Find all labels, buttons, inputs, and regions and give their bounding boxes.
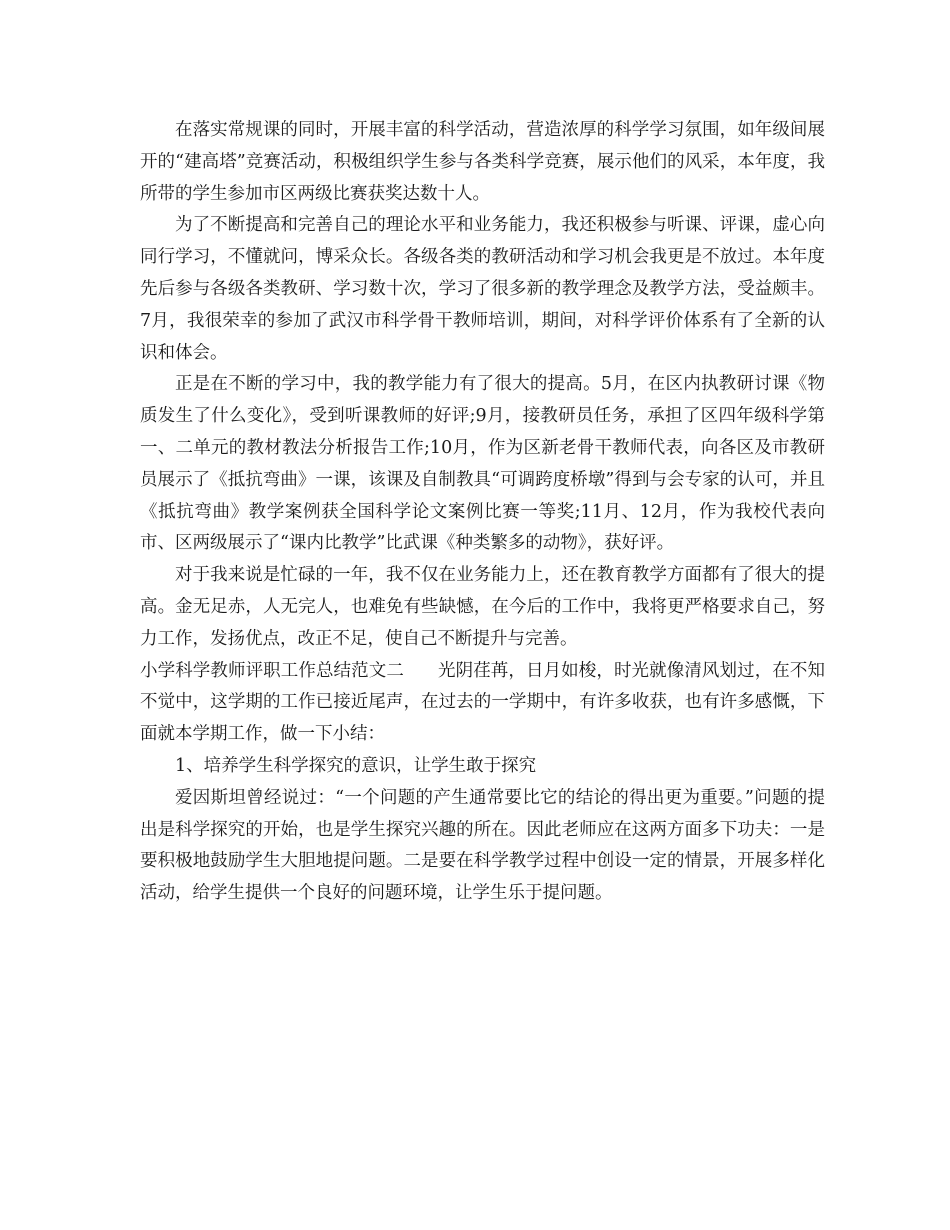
section-heading: 1、培养学生科学探究的意识，让学生敢于探究 — [175, 755, 537, 776]
paragraph: 正是在不断的学习中，我的教学能力有了很大的提高。5月，在区内执教研讨课《物质发生了什么变化》，受到听课教师的好评;9月，接教研员任务，承担了区四年级科学第一、二单元的教材教法分析报告工作;10月，作为区新老骨干教师代表，向各区及市教研员展示了《抵抗弯曲》一课，该课及自制教具“可调跨度桥墩”得到与会专家的认可，并且《抵抗弯曲》教学案例获全国科学论文案例比赛一等奖;11月、12月，作为我校代表向市、区两级展示了“课内比教学”比武课《种类繁多的动物》，获好评。 — [140, 374, 825, 554]
paragraph: 对于我来说是忙碌的一年，我不仅在业务能力上，还在教育教学方面都有了很大的提高。金无足赤，人无完人，也难免有些缺憾，在今后的工作中，我将更严格要求自己，努力工作，发扬优点，改正不足，使自己不断提升与完善。 — [140, 565, 825, 649]
heading-paragraph — [140, 656, 825, 751]
document-body — [140, 115, 825, 910]
paragraph: 为了不断提高和完善自己的理论水平和业务能力，我还积极参与听课、评课，虚心向同行学习，不懂就问，博采众长。各级各类的教研活动和学习机会我更是不放过。本年度先后参与各级各类教研、学习数十次，学习了很多新的教学理念及教学方法，受益颇丰。7月，我很荣幸的参加了武汉市科学骨干教师培训，期间，对科学评价体系有了全新的认识和体会。 — [140, 215, 825, 363]
article-title: 小学科学教师评职工作总结范文二 — [140, 660, 404, 681]
intro-text: 光阴荏苒，日月如梭，时光就像清风划过，在不知不觉中，这学期的工作已接近尾声，在过去的一学期中，有许多收获，也有许多感慨，下面就本学期工作，做一下小结： — [140, 660, 826, 745]
paragraph: 在落实常规课的同时，开展丰富的科学活动，营造浓厚的科学学习氛围，如年级间展开的“建高塔”竞赛活动，积极组织学生参与各类科学竞赛，展示他们的风采，本年度，我所带的学生参加市区两级比赛获奖达数十人。 — [140, 120, 825, 204]
paragraph: 爱因斯坦曾经说过：“一个问题的产生通常要比它的结论的得出更为重要。”问题的提出是科学探究的开始，也是学生探究兴趣的所在。因此老师应在这两方面多下功夫：一是要积极地鼓励学生大胆地提问题。二是要在科学教学过程中创设一定的情景，开展多样化活动，给学生提供一个良好的问题环境，让学生乐于提问题。 — [140, 787, 825, 904]
